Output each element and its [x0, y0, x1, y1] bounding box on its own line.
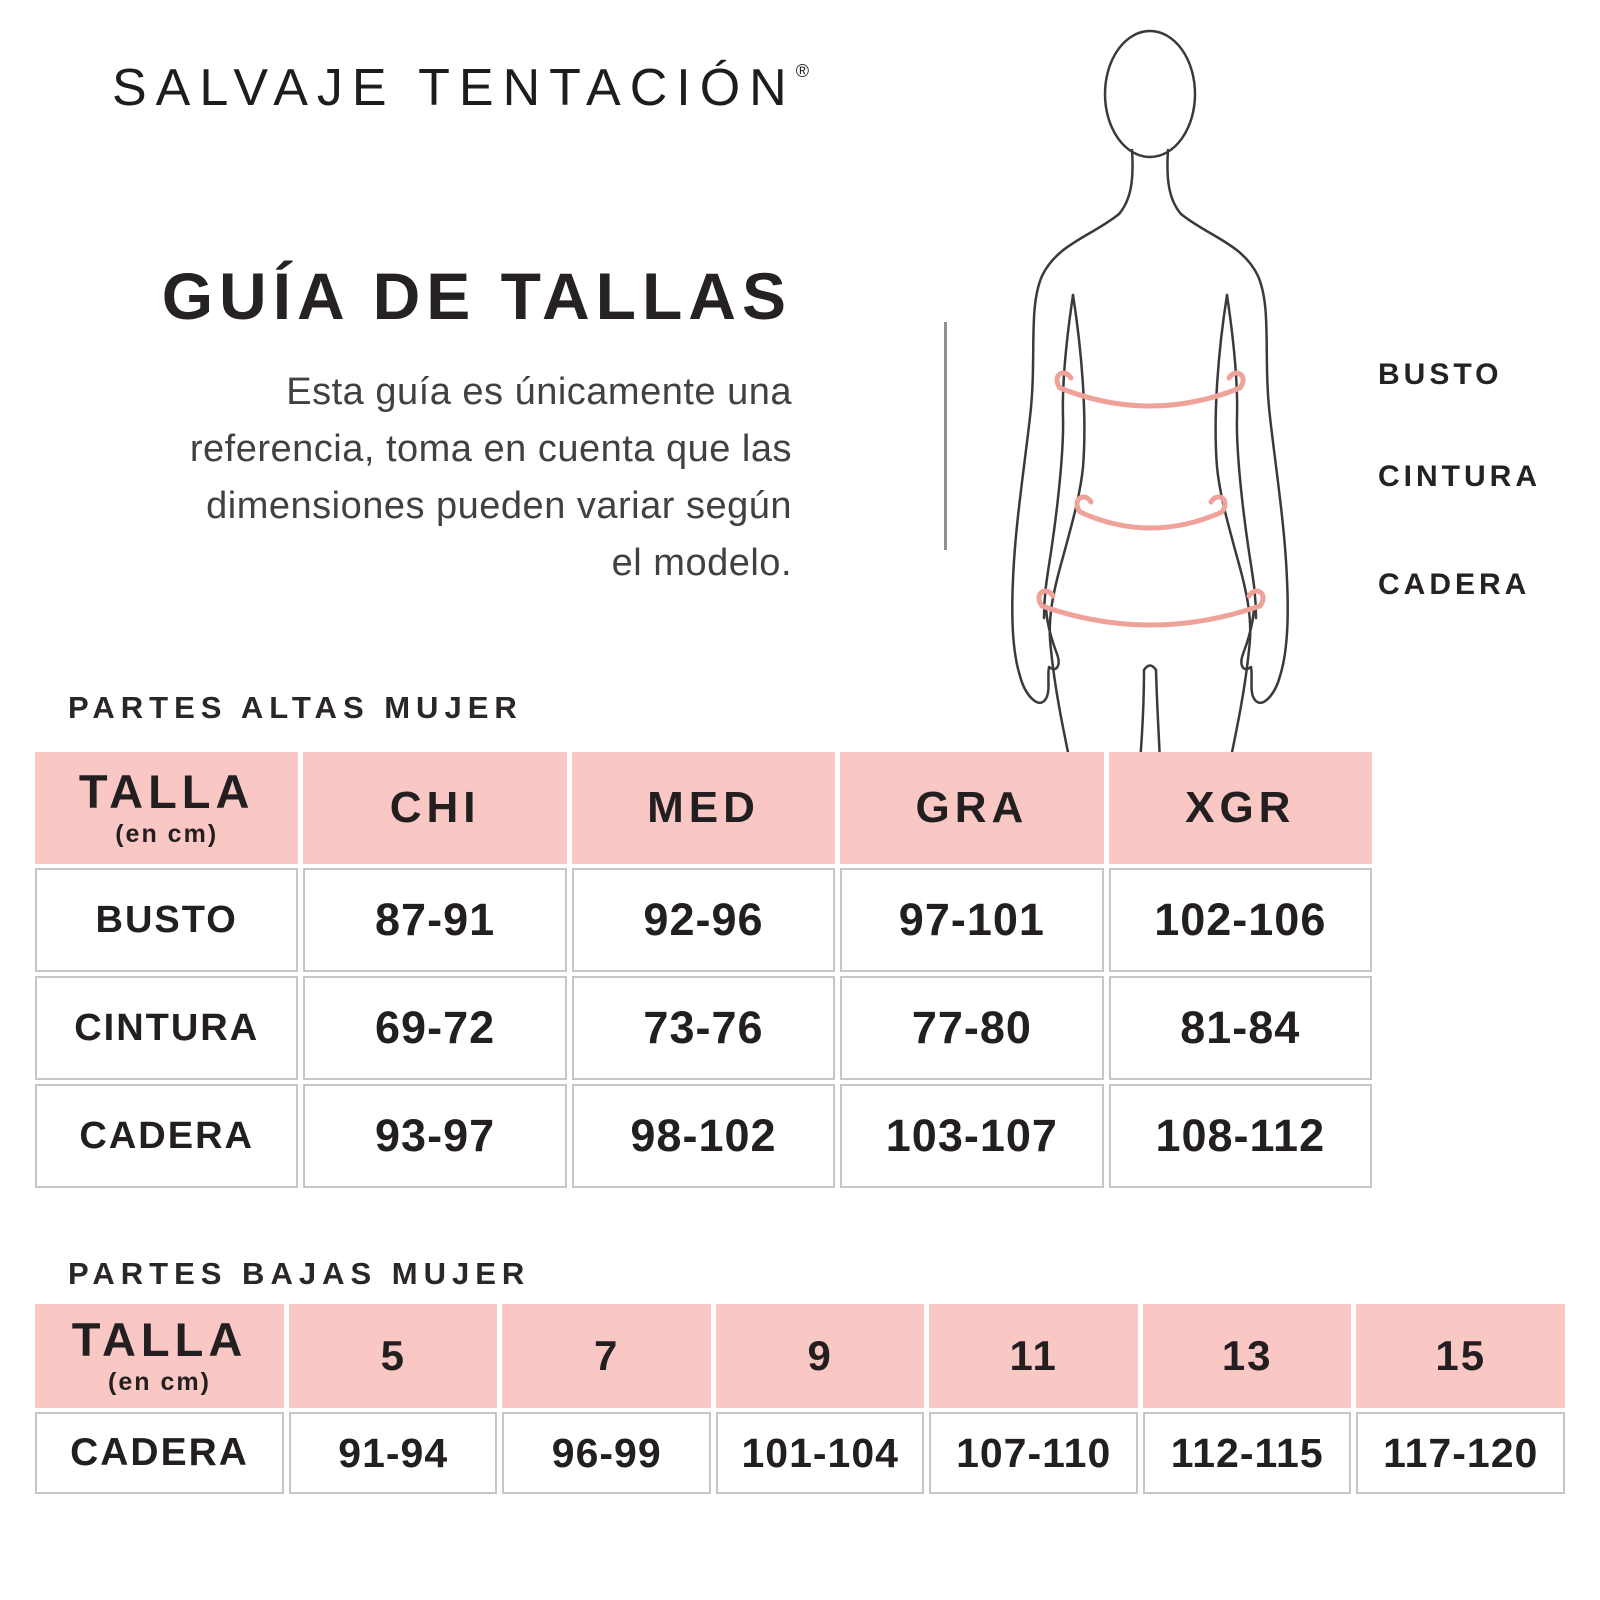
size-range-cell: 73-76 — [572, 976, 835, 1080]
size-column-header: MED — [572, 752, 835, 864]
bottoms-header-row — [35, 1304, 1565, 1408]
size-range-cell: 81-84 — [1109, 976, 1372, 1080]
brand-name: SALVAJE TENTACIÓN — [112, 59, 796, 117]
hip-measure-line — [1039, 591, 1263, 625]
talla-header-cell — [35, 1304, 284, 1408]
page-title: GUÍA DE TALLAS — [161, 259, 792, 333]
measurement-row-label: CADERA — [35, 1412, 284, 1494]
measurement-row-label: BUSTO — [35, 868, 298, 972]
size-column-header: CHI — [303, 752, 566, 864]
bottoms-size-table — [30, 1300, 1570, 1498]
size-range-cell: 102-106 — [1109, 868, 1372, 972]
size-range-cell: 77-80 — [840, 976, 1103, 1080]
description-line: referencia, toma en cuenta que las — [189, 428, 792, 470]
table-row — [35, 1084, 1372, 1188]
tops-section-title: PARTES ALTAS MUJER — [68, 690, 523, 725]
size-column-header: GRA — [840, 752, 1103, 864]
tops-header-row — [35, 752, 1372, 864]
size-column-header: 13 — [1143, 1304, 1351, 1408]
waist-label: CINTURA — [1378, 460, 1541, 493]
description-line: el modelo. — [611, 542, 792, 584]
bust-label: BUSTO — [1378, 358, 1503, 391]
table-row — [35, 1412, 1565, 1494]
right-arm-outline — [1181, 214, 1288, 703]
female-body-silhouette — [960, 22, 1360, 762]
description-line: Esta guía es únicamente una — [286, 371, 792, 413]
unit-label: (en cm) — [108, 1367, 211, 1396]
brand-logo — [112, 58, 809, 118]
size-column-header: 15 — [1356, 1304, 1565, 1408]
measurement-row-label: CINTURA — [35, 976, 298, 1080]
left-arm-outline — [1012, 214, 1119, 703]
size-range-cell: 112-115 — [1143, 1412, 1351, 1494]
size-range-cell: 117-120 — [1356, 1412, 1565, 1494]
waist-measure-line — [1077, 497, 1225, 528]
hip-label: CADERA — [1378, 568, 1531, 601]
size-range-cell: 103-107 — [840, 1084, 1103, 1188]
unit-label: (en cm) — [115, 819, 219, 848]
size-column-header: 11 — [929, 1304, 1137, 1408]
talla-label: TALLA — [78, 765, 255, 819]
talla-header-cell — [35, 752, 298, 864]
neck-outline — [1119, 150, 1181, 214]
size-range-cell: 98-102 — [572, 1084, 835, 1188]
size-range-cell: 91-94 — [289, 1412, 497, 1494]
size-range-cell: 107-110 — [929, 1412, 1137, 1494]
intro-block — [88, 258, 792, 592]
registered-trademark-icon: ® — [795, 61, 809, 81]
tops-size-table — [30, 748, 1377, 1192]
description-line: dimensiones pueden variar según — [206, 485, 792, 527]
section-divider — [944, 322, 947, 550]
size-column-header: 7 — [502, 1304, 710, 1408]
size-range-cell: 108-112 — [1109, 1084, 1372, 1188]
size-range-cell: 87-91 — [303, 868, 566, 972]
size-range-cell: 96-99 — [502, 1412, 710, 1494]
size-column-header: 9 — [716, 1304, 924, 1408]
bottoms-section-title: PARTES BAJAS MUJER — [68, 1256, 531, 1291]
table-row — [35, 868, 1372, 972]
size-range-cell: 97-101 — [840, 868, 1103, 972]
measurement-row-label: CADERA — [35, 1084, 298, 1188]
guide-description — [88, 364, 792, 592]
size-range-cell: 93-97 — [303, 1084, 566, 1188]
size-range-cell: 69-72 — [303, 976, 566, 1080]
size-column-header: 5 — [289, 1304, 497, 1408]
talla-label: TALLA — [71, 1313, 248, 1367]
head-outline — [1105, 31, 1195, 157]
size-range-cell: 101-104 — [716, 1412, 924, 1494]
body-silhouette-svg — [960, 22, 1360, 762]
size-column-header: XGR — [1109, 752, 1372, 864]
table-row — [35, 976, 1372, 1080]
size-range-cell: 92-96 — [572, 868, 835, 972]
